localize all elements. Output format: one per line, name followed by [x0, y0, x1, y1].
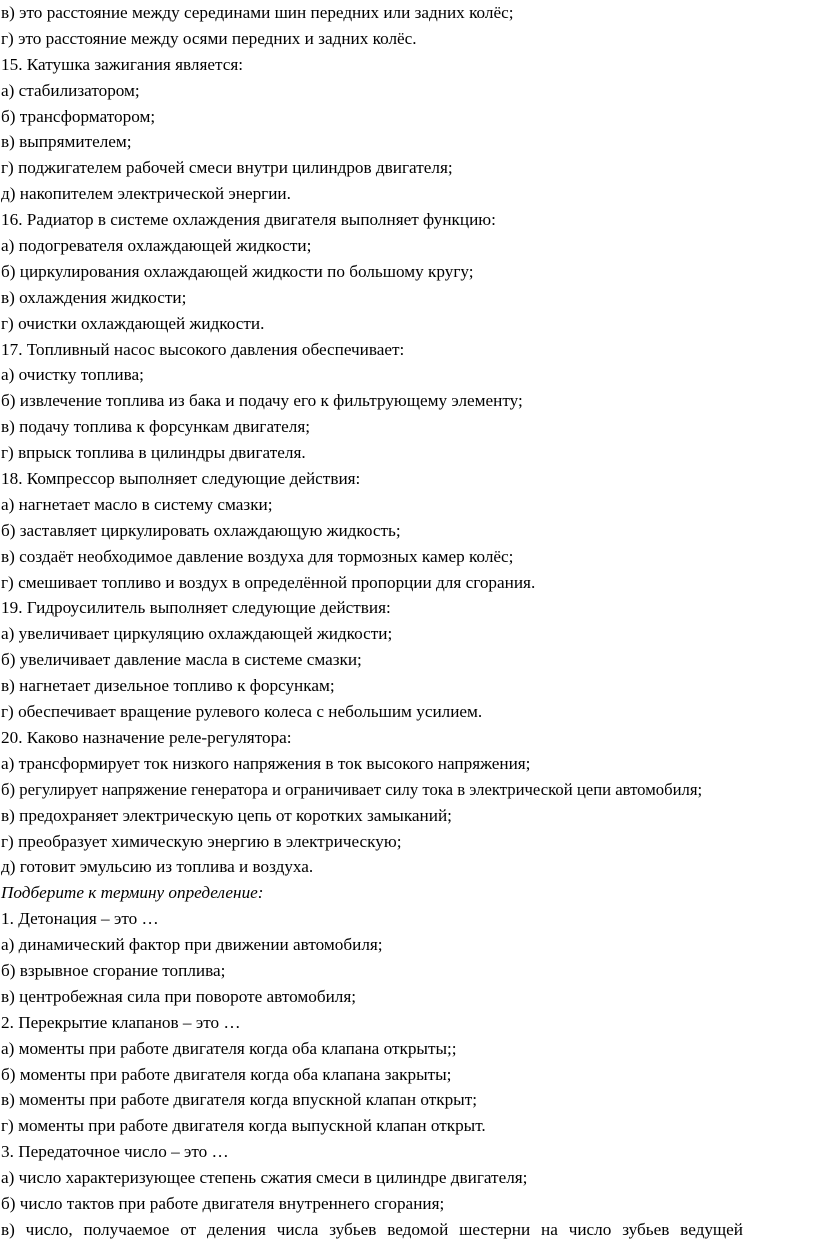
answer-option: а) увеличивает циркуляцию охлаждающей жидкости;: [1, 624, 393, 644]
answer-option: в) создаёт необходимое давление воздуха для тормозных камер колёс;: [1, 546, 514, 566]
answer-option: г) впрыск топлива в цилиндры двигателя.: [1, 443, 306, 463]
answer-option: б) взрывное сгорание топлива;: [1, 960, 226, 980]
answer-option: в) охлаждения жидкости;: [1, 287, 187, 307]
answer-option: в) предохраняет электрическую цепь от коротких замыканий;: [1, 805, 452, 825]
answer-option: а) динамический фактор при движении автомобиля;: [1, 935, 383, 955]
answer-option: б) извлечение топлива из бака и подачу его к фильтрующему элементу;: [1, 391, 523, 411]
answer-option: г) обеспечивает вращение рулевого колеса с небольшим усилием.: [1, 702, 483, 722]
answer-option: б) увеличивает давление масла в системе смазки;: [1, 650, 362, 670]
answer-option: в) моменты при работе двигателя когда впускной клапан открыт;: [1, 1090, 478, 1110]
answer-option: в) число, получаемое от деления числа зубьев ведомой шестерни на число зубьев ведущей: [1, 1219, 743, 1239]
question-heading: 18. Компрессор выполняет следующие действия:: [1, 469, 361, 489]
answer-option: д) накопителем электрической энергии.: [1, 184, 291, 204]
question-heading: 1. Детонация – это …: [1, 909, 159, 929]
question-heading: 19. Гидроусилитель выполняет следующие действия:: [1, 598, 391, 618]
answer-option: в) подачу топлива к форсункам двигателя;: [1, 417, 311, 437]
answer-option: а) число характеризующее степень сжатия смеси в цилиндре двигателя;: [1, 1168, 528, 1188]
section-heading: Подберите к термину определение:: [1, 883, 264, 903]
question-heading: 3. Передаточное число – это …: [1, 1142, 229, 1162]
answer-option: а) трансформирует ток низкого напряжения в ток высокого напряжения;: [1, 753, 531, 773]
text-line: г) это расстояние между осями передних и задних колёс.: [1, 28, 417, 48]
answer-option: б) циркулирования охлаждающей жидкости по большому кругу;: [1, 261, 474, 281]
answer-option: б) моменты при работе двигателя когда оба клапана закрыты;: [1, 1064, 452, 1084]
question-heading: 16. Радиатор в системе охлаждения двигателя выполняет функцию:: [1, 210, 496, 230]
answer-option: а) очистку топлива;: [1, 365, 144, 385]
question-heading: 2. Перекрытие клапанов – это …: [1, 1012, 241, 1032]
answer-option: г) преобразует химическую энергию в электрическую;: [1, 831, 402, 851]
text-line: в) это расстояние между серединами шин передних или задних колёс;: [1, 3, 514, 22]
answer-option: в) нагнетает дизельное топливо к форсункам;: [1, 676, 335, 696]
question-heading: 20. Каково назначение реле-регулятора:: [1, 727, 292, 747]
answer-option: б) регулирует напряжение генератора и ограничивает силу тока в электрической цепи автомобиля;: [1, 779, 703, 799]
answer-option: а) нагнетает масло в систему смазки;: [1, 494, 273, 514]
answer-option: г) смешивает топливо и воздух в определённой пропорции для сгорания.: [1, 572, 536, 592]
answer-option: д) готовит эмульсию из топлива и воздуха.: [1, 857, 314, 877]
answer-option: г) моменты при работе двигателя когда выпускной клапан открыт.: [1, 1116, 486, 1136]
answer-option: в) выпрямителем;: [1, 132, 132, 152]
answer-option: г) поджигателем рабочей смеси внутри цилиндров двигателя;: [1, 158, 453, 178]
answer-option: б) число тактов при работе двигателя внутреннего сгорания;: [1, 1193, 445, 1213]
answer-option: б) трансформатором;: [1, 106, 156, 126]
answer-option: г) очистки охлаждающей жидкости.: [1, 313, 265, 333]
answer-option: а) подогревателя охлаждающей жидкости;: [1, 236, 312, 256]
question-heading: 15. Катушка зажигания является:: [1, 54, 244, 74]
question-heading: 17. Топливный насос высокого давления обеспечивает:: [1, 339, 405, 359]
answer-option: б) заставляет циркулировать охлаждающую жидкость;: [1, 520, 401, 540]
answer-option: а) моменты при работе двигателя когда оба клапана открыты;;: [1, 1038, 457, 1058]
answer-option: в) центробежная сила при повороте автомобиля;: [1, 986, 357, 1006]
answer-option: а) стабилизатором;: [1, 80, 140, 100]
